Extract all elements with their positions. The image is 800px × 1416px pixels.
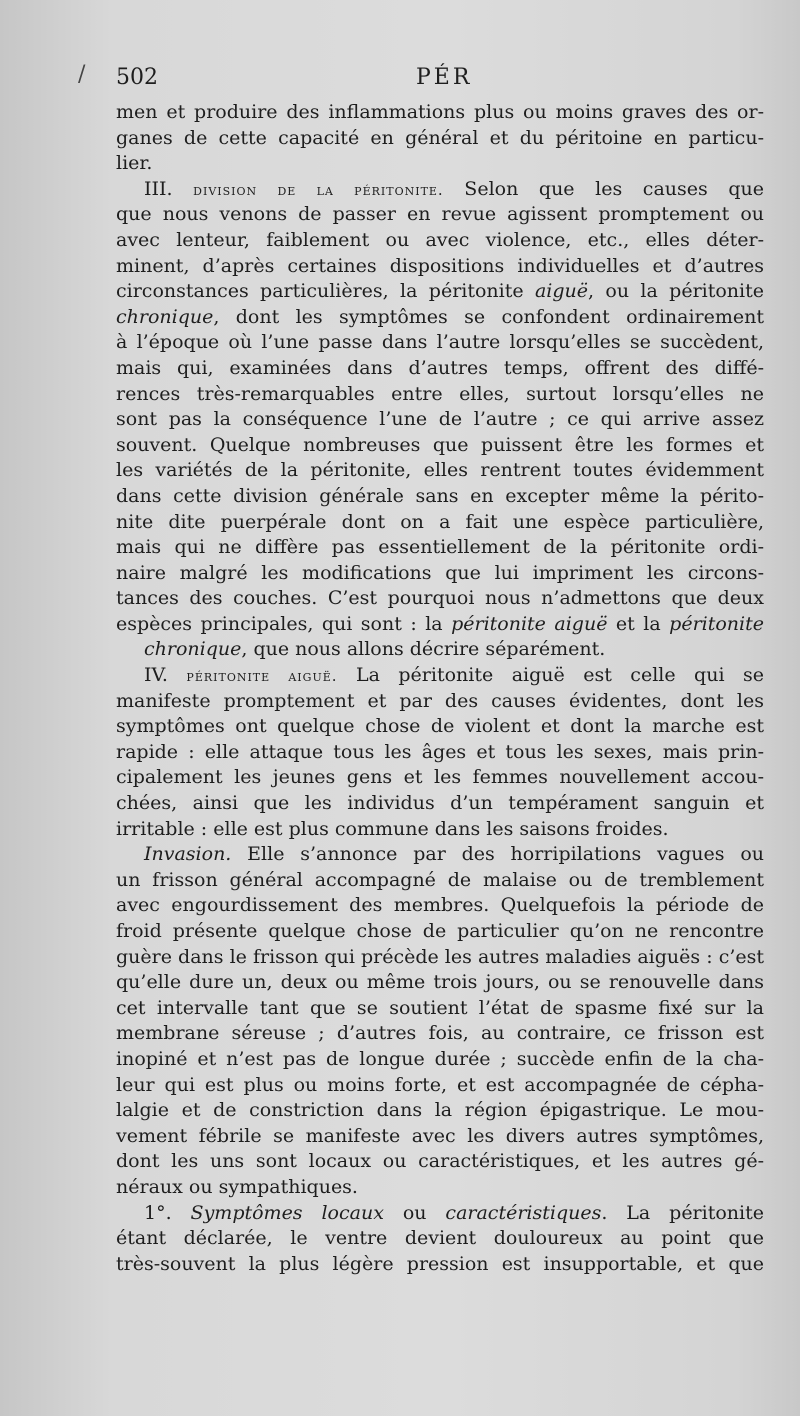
text-line [116, 510, 764, 536]
section-heading: péritonite aiguë. [186, 667, 338, 686]
text-span: men et produire des inflammations plus ou moins graves des or- [116, 101, 764, 123]
text-line [116, 612, 764, 638]
text-span: symptômes ont quelque chose de violent et dont la marche est [116, 715, 764, 738]
text-line [116, 1098, 764, 1124]
text-line [116, 1201, 764, 1227]
text-span: à l’époque où l’une passe dans l’autre lorsqu’elles se succèdent, [116, 331, 764, 354]
text-span: avec lenteur, faiblement ou avec violence, etc., elles déter- [116, 228, 764, 251]
text-line [116, 1252, 764, 1278]
text-span: rences très-remarquables entre elles, surtout lorsqu’elles ne [116, 382, 764, 405]
text-span: dans cette division générale sans en excepter même la périto- [116, 484, 764, 507]
text-span: cipalement les jeunes gens et les femmes nouvellement accou- [116, 766, 764, 789]
text-line [116, 330, 764, 356]
text-line [116, 202, 764, 228]
body-text [116, 100, 764, 1277]
text-span: membrane séreuse ; d’autres fois, au contraire, ce frisson est [116, 1022, 764, 1045]
text-line [116, 100, 764, 126]
text-line [116, 663, 764, 689]
text-line [116, 561, 764, 587]
text-span: qu’elle dure un, deux ou même trois jours, ou se renouvelle dans [116, 971, 764, 994]
text-span: manifeste promptement et par des causes évidentes, dont les [116, 689, 764, 712]
text-span: sont pas la conséquence l’une de l’autre ; ce qui arrive assez [116, 408, 764, 431]
text-span: ou [383, 1201, 446, 1224]
text-span: que nous venons de passer en revue agissent promptement ou [116, 203, 764, 226]
text-line [116, 765, 764, 791]
text-line [116, 151, 764, 177]
text-span: les variétés de la péritonite, elles rentrent toutes évidemment [116, 459, 764, 482]
text-span: un frisson général accompagné de malaise ou de tremblement [116, 868, 764, 891]
text-span: tances des couches. C’est pourquoi nous n’admettons que deux [116, 587, 764, 610]
text-line [116, 279, 764, 305]
italic-text: Symptômes locaux [190, 1201, 384, 1224]
text-span: Selon que les causes que [443, 177, 764, 200]
text-line [116, 1124, 764, 1150]
text-span: mais qui ne diffère pas essentiellement de la péritonite ordi- [116, 536, 764, 559]
italic-text: péritonite [669, 612, 764, 635]
text-span: vement fébrile se manifeste avec les divers autres symptômes, [116, 1124, 764, 1147]
text-line [116, 740, 764, 766]
text-line [116, 791, 764, 817]
text-line [116, 893, 764, 919]
text-span: Elle s’annonce par des horripilations vagues ou [231, 843, 764, 866]
text-span: rapide : elle attaque tous les âges et tous les sexes, mais prin- [116, 740, 764, 763]
text-span: chées, ainsi que les individus d’un tempérament sanguin et [116, 792, 764, 815]
text-line [116, 714, 764, 740]
page-number: 502 [116, 65, 158, 90]
text-span: III. [144, 177, 194, 200]
text-span: nite dite puerpérale dont on a fait une espèce particulière, [116, 510, 764, 533]
text-line [116, 458, 764, 484]
text-span: La péritonite aiguë est celle qui se [337, 664, 764, 687]
italic-text: chronique [144, 638, 242, 661]
italic-text: péritonite aiguë [451, 612, 608, 635]
text-line [116, 970, 764, 996]
text-line [116, 996, 764, 1022]
text-line [116, 228, 764, 254]
text-line [116, 586, 764, 612]
text-line [116, 842, 764, 868]
text-span: mais qui, examinées dans d’autres temps, offrent des diffé- [116, 356, 764, 379]
text-line [116, 126, 764, 152]
text-line [116, 305, 764, 331]
text-line [116, 868, 764, 894]
text-line [116, 637, 764, 663]
text-span: et la [607, 612, 670, 635]
text-line [116, 945, 764, 971]
text-span: , que nous allons décrire séparément. [241, 638, 606, 661]
text-span: , ou la péritonite [588, 280, 764, 303]
text-line [116, 1149, 764, 1175]
italic-text: Invasion. [144, 843, 232, 866]
text-span: leur qui est plus ou moins forte, et est accompagnée de cépha- [116, 1073, 764, 1096]
text-span: , dont les symptômes se confondent ordinairement [213, 305, 764, 328]
text-span: circonstances particulières, la péritonite [116, 280, 535, 303]
text-line [116, 177, 764, 203]
text-line [116, 433, 764, 459]
text-line [116, 254, 764, 280]
text-line [116, 407, 764, 433]
text-span: dont les uns sont locaux ou caractéristiques, et les autres gé- [116, 1150, 764, 1173]
text-span: néraux ou sympathiques. [116, 1175, 358, 1198]
text-line [116, 1021, 764, 1047]
text-span: IV. [144, 664, 187, 687]
text-line [116, 1073, 764, 1099]
text-span: minent, d’après certaines dispositions individuelles et d’autres [116, 254, 764, 277]
text-span: inopiné et n’est pas de longue durée ; succède enfin de la cha- [116, 1047, 764, 1070]
margin-mark: / [78, 62, 86, 87]
text-span: avec engourdissement des membres. Quelquefois la période de [116, 894, 764, 917]
text-span: guère dans le frisson qui précède les autres maladies aiguës : c’est [116, 945, 764, 968]
italic-text: aiguë [534, 280, 589, 303]
text-span: naire malgré les modifications que lui impriment les circons- [116, 561, 764, 584]
text-span: irritable : elle est plus commune dans les saisons froides. [116, 817, 669, 840]
text-line [116, 1047, 764, 1073]
text-line [116, 689, 764, 715]
text-span: espèces principales, qui sont : la [116, 612, 452, 635]
text-span: cet intervalle tant que se soutient l’état de spasme fixé sur la [116, 996, 764, 1019]
text-line [116, 535, 764, 561]
text-span: lalgie et de constriction dans la région épigastrique. Le mou- [116, 1099, 764, 1122]
text-span: souvent. Quelque nombreuses que puissent être les formes et [116, 433, 764, 456]
text-line [116, 382, 764, 408]
text-span: lier. [116, 152, 153, 175]
section-heading: division de la péritonite. [193, 180, 444, 199]
page-header [116, 62, 766, 94]
text-span: ganes de cette capacité en général et du péritoine en particu- [116, 126, 764, 149]
italic-text: chronique [116, 305, 214, 328]
text-line [116, 919, 764, 945]
text-span: très-souvent la plus légère pression est insupportable, et que [116, 1252, 764, 1275]
text-span: 1°. [144, 1201, 191, 1224]
text-span: froid présente quelque chose de particulier qu’on ne rencontre [116, 920, 764, 942]
text-span: . La péritonite [601, 1201, 764, 1224]
running-head: PÉR [416, 65, 473, 90]
text-line [116, 817, 764, 843]
text-span: étant déclarée, le ventre devient douloureux au point que [116, 1227, 764, 1250]
text-line [116, 1226, 764, 1252]
text-line [116, 1175, 764, 1201]
text-line [116, 484, 764, 510]
italic-text: caractéristiques [445, 1201, 602, 1224]
text-line [116, 356, 764, 382]
